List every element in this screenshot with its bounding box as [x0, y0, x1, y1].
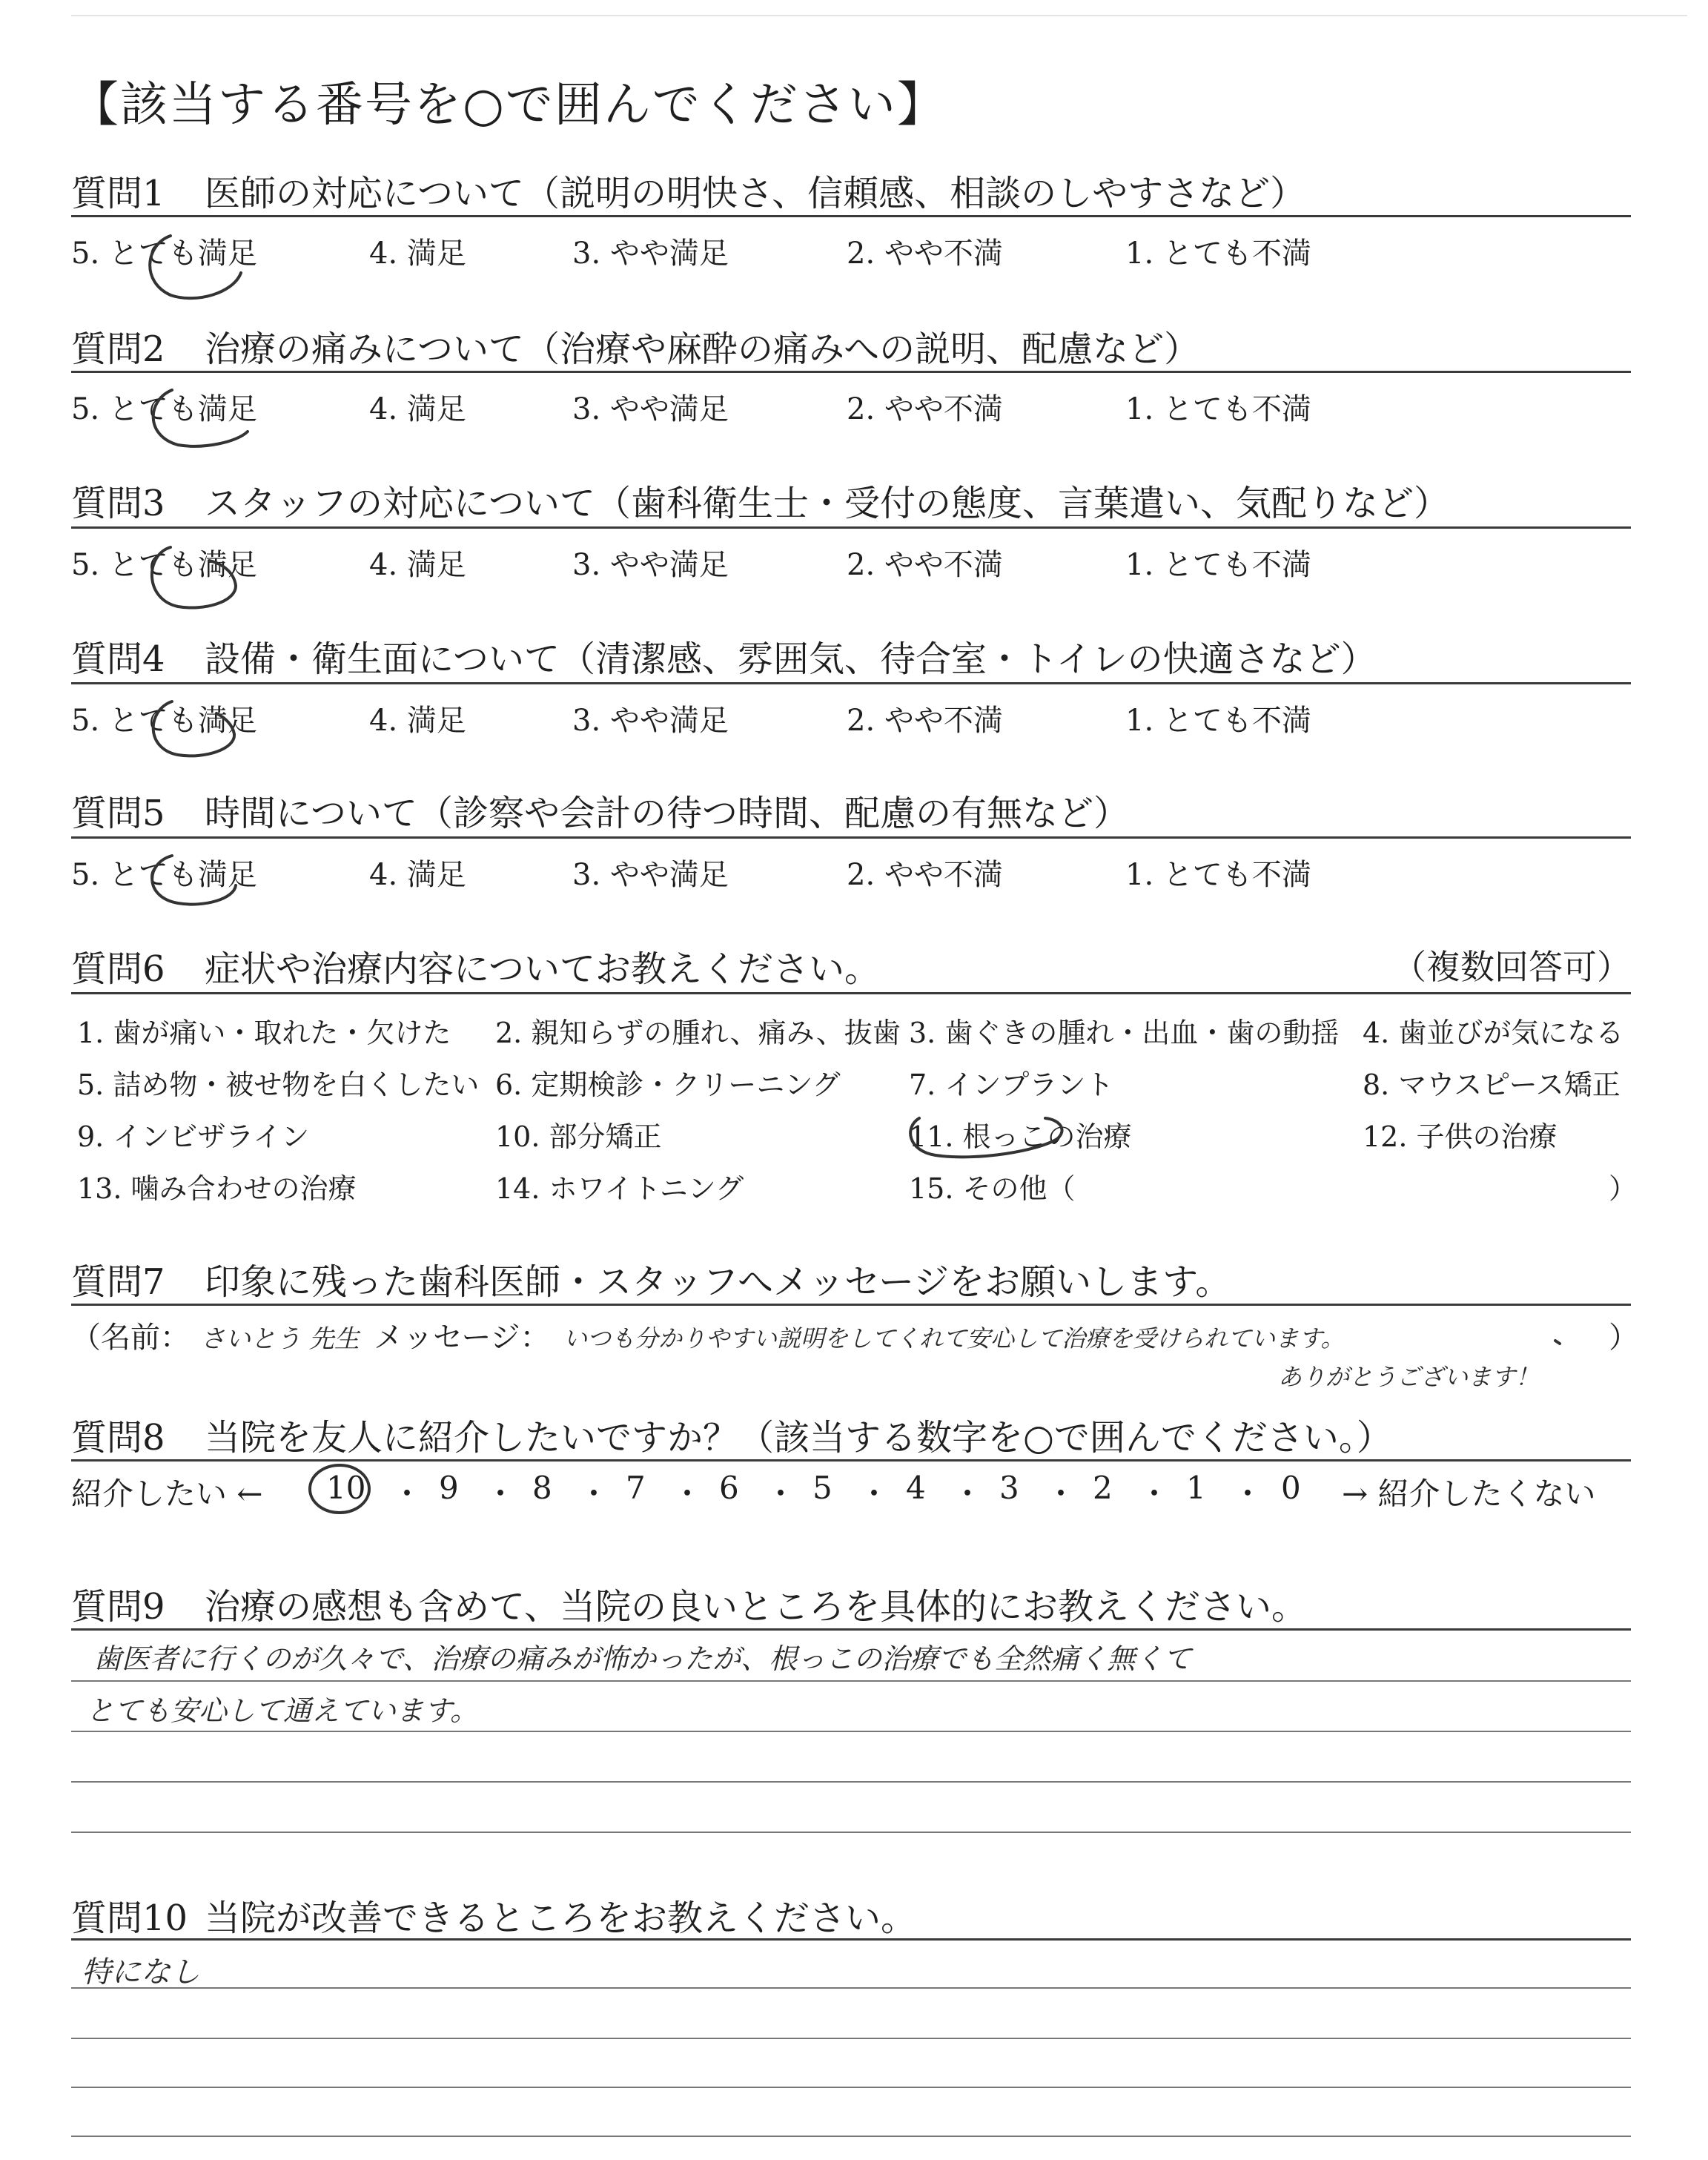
- q6-option-8[interactable]: 8. マウスピース矯正: [1363, 1069, 1621, 1101]
- question-text: 治療の感想も含めて、当院の良いところを具体的にお教えください。: [205, 1586, 1308, 1628]
- question-text: 当院を友人に紹介したいですか？（該当する数字を○で囲んでください。）: [205, 1417, 1392, 1459]
- q8-scale-dot: ・: [858, 1476, 890, 1512]
- question-text: 設備・衛生面について（清潔感、雰囲気、待合室・トイレの快適さなど）: [205, 638, 1377, 680]
- page-header: 【該当する番号を○で囲んでください】: [71, 78, 946, 133]
- q7-name-value[interactable]: さいとう 先生: [200, 1324, 360, 1354]
- q8-scale-dot: ・: [952, 1476, 984, 1512]
- q9-answer-line-1[interactable]: 歯医者に行くのが久々で、治療の痛みが怖かったが、根っこの治療でも全然痛く無くて: [93, 1642, 1192, 1675]
- q6-option-5[interactable]: 5. 詰め物・被せ物を白くしたい: [77, 1069, 480, 1101]
- q8-scale-2[interactable]: 2: [1093, 1470, 1113, 1506]
- q8-scale-9[interactable]: 9: [439, 1470, 459, 1506]
- question-6-rule: [71, 992, 1631, 994]
- question-number: 質問7: [71, 1261, 165, 1303]
- q3-option-2[interactable]: 2. やや不満: [847, 548, 1003, 582]
- top-border: [71, 15, 1687, 16]
- q8-scale-10[interactable]: 10: [326, 1470, 366, 1506]
- q10-writing-line: [71, 2087, 1631, 2088]
- q6-option-15[interactable]: 15. その他（: [909, 1172, 1076, 1205]
- q1-option-1[interactable]: 1. とても不満: [1125, 237, 1311, 271]
- q3-option-3[interactable]: 3. やや満足: [572, 548, 729, 582]
- q6-option-3[interactable]: 3. 歯ぐきの腫れ・出血・歯の動揺: [909, 1017, 1340, 1049]
- q9-writing-line: [71, 1680, 1631, 1682]
- q4-option-3[interactable]: 3. やや満足: [572, 704, 729, 738]
- q6-option-7[interactable]: 7. インプラント: [909, 1069, 1114, 1101]
- q5-option-2[interactable]: 2. やや不満: [847, 858, 1003, 892]
- q8-scale-dot: ・: [672, 1476, 704, 1512]
- question-number: 質問3: [71, 483, 165, 524]
- q3-option-1[interactable]: 1. とても不満: [1125, 548, 1311, 582]
- question-8-rule: [71, 1459, 1631, 1462]
- question-text: 医師の対応について（説明の明快さ、信頼感、相談のしやすさなど）: [205, 173, 1306, 214]
- question-number: 質問2: [71, 328, 165, 370]
- q8-scale-0[interactable]: 0: [1281, 1470, 1301, 1506]
- q8-scale-dot: ・: [1045, 1476, 1077, 1512]
- question-text: 当院が改善できるところをお教えください。: [205, 1898, 917, 1939]
- question-8-title: [71, 1409, 1392, 1460]
- q8-left-label: 紹介したい ←: [71, 1476, 263, 1512]
- q9-writing-line: [71, 1832, 1631, 1833]
- q8-scale-dot: ・: [765, 1476, 797, 1512]
- q7-message-value-2[interactable]: ありがとうございます！: [1278, 1363, 1540, 1391]
- question-text: 時間について（診察や会計の待つ時間、配慮の有無など）: [205, 793, 1130, 834]
- q8-scale-7[interactable]: 7: [626, 1470, 646, 1506]
- q1-option-4[interactable]: 4. 満足: [369, 237, 466, 271]
- question-9-title: [71, 1578, 1307, 1629]
- q4-option-4[interactable]: 4. 満足: [369, 704, 466, 738]
- question-6-title: [71, 940, 880, 991]
- question-2-rule: [71, 371, 1631, 373]
- question-text: スタッフの対応について（歯科衛生士・受付の態度、言葉遣い、気配りなど）: [205, 483, 1450, 524]
- q1-option-5[interactable]: 5. とても満足: [71, 237, 257, 271]
- q2-option-4[interactable]: 4. 満足: [369, 392, 466, 426]
- question-3-rule: [71, 526, 1631, 529]
- q8-scale-1[interactable]: 1: [1186, 1470, 1206, 1506]
- q10-writing-line: [71, 2136, 1631, 2137]
- q8-scale-dot: ・: [1139, 1476, 1171, 1512]
- q6-other-close-paren: ）: [1609, 1172, 1638, 1205]
- q10-writing-line: [71, 1987, 1631, 1989]
- q6-option-9[interactable]: 9. インビザライン: [77, 1120, 310, 1153]
- q8-scale-6[interactable]: 6: [719, 1470, 739, 1506]
- question-text: 症状や治療内容についてお教えください。: [205, 948, 881, 990]
- question-number: 質問4: [71, 638, 165, 680]
- q7-message-label: メッセージ：: [374, 1321, 550, 1355]
- question-3-title: [71, 475, 1449, 526]
- q6-option-11[interactable]: 11. 根っこの治療: [909, 1120, 1132, 1153]
- q2-option-1[interactable]: 1. とても不満: [1125, 392, 1311, 426]
- q5-option-3[interactable]: 3. やや満足: [572, 858, 729, 892]
- q8-scale-3[interactable]: 3: [999, 1470, 1019, 1506]
- q8-scale-dot: ・: [578, 1476, 610, 1512]
- q5-option-1[interactable]: 1. とても不満: [1125, 858, 1311, 892]
- q7-close-paren: ）: [1609, 1321, 1638, 1355]
- q2-option-3[interactable]: 3. やや満足: [572, 392, 729, 426]
- question-4-title: [71, 630, 1377, 681]
- q2-option-2[interactable]: 2. やや不満: [847, 392, 1003, 426]
- q8-scale-5[interactable]: 5: [812, 1470, 833, 1506]
- question-5-rule: [71, 836, 1631, 839]
- q9-writing-line: [71, 1731, 1631, 1732]
- question-number: 質問1: [71, 173, 165, 214]
- q6-option-14[interactable]: 14. ホワイトニング: [495, 1172, 744, 1205]
- q9-answer-line-2[interactable]: とても安心して通えています。: [86, 1694, 478, 1727]
- q6-option-1[interactable]: 1. 歯が痛い・取れた・欠けた: [77, 1017, 451, 1049]
- question-text: 印象に残った歯科医師・スタッフへメッセージをお願いします。: [205, 1261, 1231, 1303]
- q6-option-13[interactable]: 13. 噛み合わせの治療: [77, 1172, 357, 1205]
- q1-option-2[interactable]: 2. やや不満: [847, 237, 1003, 271]
- q6-option-12[interactable]: 12. 子供の治療: [1363, 1120, 1558, 1153]
- q7-message-value[interactable]: いつも分かりやすい説明をしてくれて安心して治療を受けられています。: [563, 1324, 1345, 1353]
- q8-scale-4[interactable]: 4: [906, 1470, 926, 1506]
- q3-option-4[interactable]: 4. 満足: [369, 548, 466, 582]
- q10-writing-line: [71, 2038, 1631, 2039]
- question-number: 質問6: [71, 948, 165, 990]
- q6-option-4[interactable]: 4. 歯並びが気になる: [1363, 1017, 1624, 1049]
- q6-option-10[interactable]: 10. 部分矯正: [495, 1120, 662, 1153]
- question-number: 質問5: [71, 793, 165, 834]
- q3-option-5[interactable]: 5. とても満足: [71, 548, 257, 582]
- question-number: 質問9: [71, 1586, 165, 1628]
- question-10-rule: [71, 1938, 1631, 1941]
- q4-option-5[interactable]: 5. とても満足: [71, 704, 257, 738]
- question-1-title: [71, 165, 1305, 216]
- question-7-title: [71, 1253, 1231, 1304]
- q8-scale-dot: ・: [391, 1476, 423, 1512]
- question-text: 治療の痛みについて（治療や麻酔の痛みへの説明、配慮など）: [205, 328, 1200, 370]
- q10-answer-line-1[interactable]: 特になし: [82, 1955, 200, 1989]
- q7-name-label: （名前：: [71, 1321, 190, 1355]
- q8-scale-8[interactable]: 8: [532, 1470, 552, 1506]
- question-5-title: [71, 785, 1129, 836]
- q5-option-5[interactable]: 5. とても満足: [71, 858, 257, 892]
- q8-scale-dot: ・: [1232, 1476, 1264, 1512]
- q9-writing-line: [71, 1781, 1631, 1783]
- q6-option-6[interactable]: 6. 定期検診・クリーニング: [495, 1069, 841, 1101]
- q8-scale-dot: ・: [485, 1476, 517, 1512]
- q5-option-4[interactable]: 4. 満足: [369, 858, 466, 892]
- q6-option-2[interactable]: 2. 親知らずの腫れ、痛み、抜歯: [495, 1017, 901, 1049]
- q7-end-dot: [1555, 1341, 1560, 1344]
- q4-option-1[interactable]: 1. とても不満: [1125, 704, 1311, 738]
- question-1-rule: [71, 215, 1631, 217]
- question-4-rule: [71, 682, 1631, 684]
- question-number: 質問10: [71, 1898, 188, 1939]
- question-10-title: [71, 1889, 916, 1941]
- q8-right-label: → 紹介したくない: [1342, 1476, 1596, 1512]
- question-2-title: [71, 320, 1199, 371]
- multiple-answers-note: （複数回答可）: [1392, 947, 1631, 987]
- q2-option-5[interactable]: 5. とても満足: [71, 392, 257, 426]
- question-9-rule: [71, 1628, 1631, 1631]
- question-number: 質問8: [71, 1417, 165, 1459]
- q1-option-3[interactable]: 3. やや満足: [572, 237, 729, 271]
- q4-option-2[interactable]: 2. やや不満: [847, 704, 1003, 738]
- question-7-rule: [71, 1304, 1631, 1306]
